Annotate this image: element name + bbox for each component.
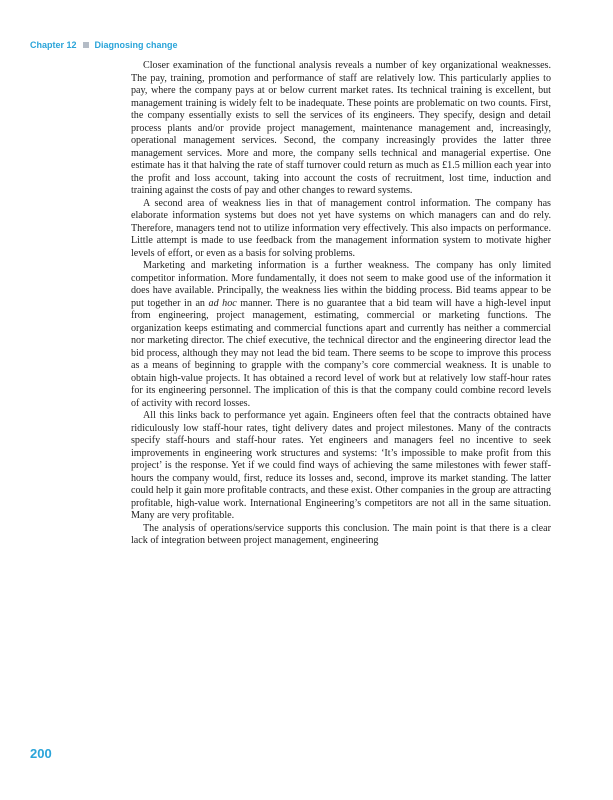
paragraph: Marketing and marketing information is a further weakness. The company has only limited competitor information. More fundamentally, it does not seem to make good use of the information it does have available. Principally, the weakness lies within the bidding process. Bid teams appear to be put together in an ad hoc manner. There is no guarantee that a bid team will have a high-level input from engineering, project management, estimating, commercial or marketing functions. The organization keeps estimating and commercial functions apart and currently has neither a commercial nor marketing director. The chief executive, the technical director and the engineering director lead the bid process, although they may not lead the bid team. There seems to be scope to improve this process as a means of beginning to grapple with the company’s core commercial weakness. It is unable to obtain high-value projects. It has obtained a record level of work but at relatively low staff-hour rates for its engineering personnel. The implication of this is that the company could combine record levels of activity with record losses.: [131, 260, 551, 409]
paragraph: The analysis of operations/service supports this conclusion. The main point is that there is a clear lack of integration between project management, engineering: [131, 522, 551, 546]
page-number: 200: [30, 746, 52, 761]
running-head: [30, 40, 178, 50]
chapter-title: Diagnosing change: [94, 40, 178, 50]
square-separator-icon: [83, 42, 89, 48]
chapter-label: Chapter 12: [30, 40, 77, 50]
paragraph: A second area of weakness lies in that of management control information. The company has elaborate information systems but does not yet have systems on which managers can and do rely. Therefore, managers tend not to utilize information very effectively. This also impacts on performance. Little attempt is made to use feedback from the management information system to motivate higher levels of effort, or even as a basis for solving problems.: [131, 197, 551, 259]
emphasis: ad hoc: [208, 297, 237, 309]
body-text: [131, 60, 551, 548]
paragraph: Closer examination of the functional analysis reveals a number of key organizational weaknesses. The pay, training, promotion and performance of staff are relatively low. This particularly applies to pay, where the company pays at or below current market rates. Its technical training is excellent, but management training is widely felt to be inadequate. These points are problematic on two counts. First, the company essentially exists to sell the services of its engineers. They specify, design and detail process plants and/or provide project management, maintenance management and, increasingly, operational management services. Second, the company increasingly provides the latter three management services. More and more, the company sells technical and managerial expertise. One estimate has it that halving the rate of staff turnover could return as much as £1.5 million each year into the profit and loss account, taking into account the costs of recruitment, lost time, induction and training against the costs of pay and other changes to reward systems.: [131, 60, 551, 196]
paragraph: All this links back to performance yet again. Engineers often feel that the contracts obtained have ridiculously low staff-hour rates, tight delivery dates and project milestones. Many of the contracts specify staff-hours and staff-hour rates. Yet engineers and managers feel no incentive to seek improvements in engineering work structures and systems: ‘It’s impossible to make profit from this project’ is the response. Yet if we could find ways of achieving the same milestones with fewer staff-hours the company would, first, reduce its losses and, second, improve its market standing. The latter could help it gain more profitable contracts, and these exist. Other companies in the group are attracting profitable, high-value work. International Engineering’s competitors are not all in the same situation. Many are very profitable.: [131, 410, 551, 521]
